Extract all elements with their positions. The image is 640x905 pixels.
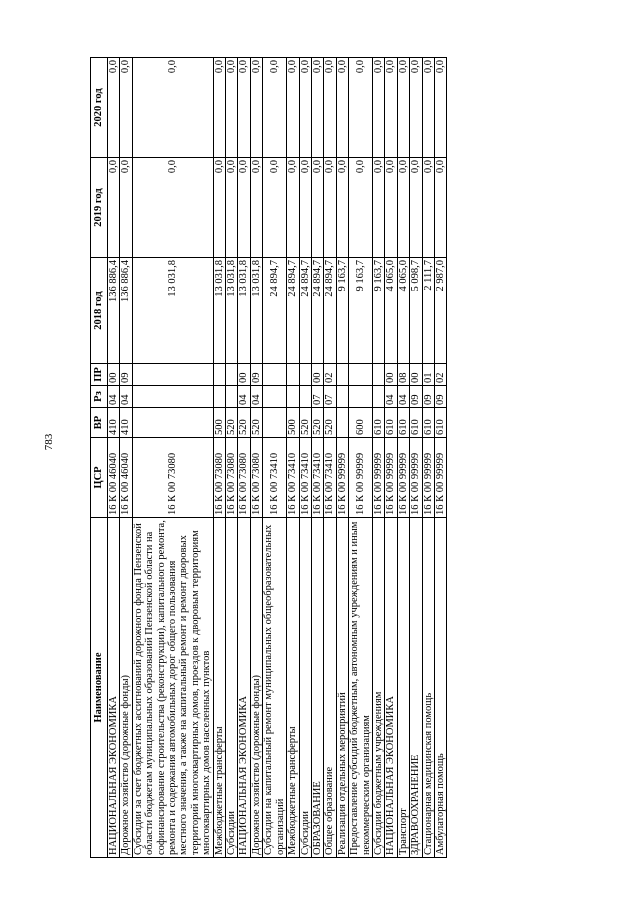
cell-csr: 16 К 00 73080 (250, 438, 262, 518)
cell-rz: 04 (385, 386, 397, 408)
cell-2020: 0,0 (434, 58, 446, 158)
cell-rz (372, 386, 384, 408)
cell-csr: 16 К 00 99999 (410, 438, 422, 518)
cell-rz: 04 (397, 386, 409, 408)
cell-2020: 0,0 (324, 58, 336, 158)
cell-vr: 610 (372, 408, 384, 438)
cell-csr: 16 К 00 73410 (299, 438, 311, 518)
cell-2019: 0,0 (108, 158, 120, 258)
cell-pr: 00 (385, 364, 397, 386)
cell-2019: 0,0 (132, 158, 213, 258)
cell-csr: 16 К 00 73410 (263, 438, 287, 518)
cell-2018: 2 111,7 (422, 258, 434, 364)
cell-csr: 16 К 00 99999 (336, 438, 348, 518)
cell-2019: 0,0 (250, 158, 262, 258)
cell-rz (213, 386, 225, 408)
cell-2019: 0,0 (349, 158, 373, 258)
cell-vr: 520 (311, 408, 323, 438)
cell-rz: 04 (108, 386, 120, 408)
cell-2020: 0,0 (372, 58, 384, 158)
table-row (250, 58, 262, 858)
cell-csr: 16 К 00 73410 (287, 438, 299, 518)
table-row (349, 58, 373, 858)
table-row (287, 58, 299, 858)
cell-vr: 610 (434, 408, 446, 438)
cell-2020: 0,0 (132, 58, 213, 158)
cell-name: Межбюджетные трансферты (287, 518, 299, 858)
header-row (91, 58, 108, 858)
table-row (299, 58, 311, 858)
cell-2018: 24 894,7 (287, 258, 299, 364)
table-row (132, 58, 213, 858)
cell-csr: 16 К 00 73080 (238, 438, 250, 518)
cell-name: НАЦИОНАЛЬНАЯ ЭКОНОМИКА (108, 518, 120, 858)
cell-csr: 16 К 00 46040 (108, 438, 120, 518)
table-row (324, 58, 336, 858)
cell-pr (132, 364, 213, 386)
cell-pr: 00 (311, 364, 323, 386)
table-row (336, 58, 348, 858)
cell-name: ЗДРАВООХРАНЕНИЕ (410, 518, 422, 858)
cell-pr: 01 (422, 364, 434, 386)
header-vr: ВР (91, 408, 108, 438)
cell-vr: 520 (226, 408, 238, 438)
cell-name: Предоставление субсидий бюджетным, автономным учреждениям и иным некоммерческим организациям (349, 518, 373, 858)
cell-rz (287, 386, 299, 408)
cell-2018: 136 886,4 (120, 258, 132, 364)
cell-vr: 610 (410, 408, 422, 438)
cell-rz: 07 (324, 386, 336, 408)
cell-2019: 0,0 (311, 158, 323, 258)
cell-csr: 16 К 00 99999 (434, 438, 446, 518)
cell-pr: 08 (397, 364, 409, 386)
cell-2018: 2 987,0 (434, 258, 446, 364)
cell-2018: 24 894,7 (324, 258, 336, 364)
cell-csr: 16 К 00 73080 (132, 438, 213, 518)
cell-name: Дорожное хозяйство (дорожные фонды) (250, 518, 262, 858)
cell-vr: 520 (299, 408, 311, 438)
cell-vr: 610 (397, 408, 409, 438)
cell-csr: 16 К 00 46040 (120, 438, 132, 518)
cell-pr (372, 364, 384, 386)
cell-pr (349, 364, 373, 386)
table-row (311, 58, 323, 858)
cell-2019: 0,0 (287, 158, 299, 258)
cell-2019: 0,0 (263, 158, 287, 258)
table-row (238, 58, 250, 858)
cell-2018: 9 163,7 (336, 258, 348, 364)
cell-vr: 520 (238, 408, 250, 438)
cell-2018: 13 031,8 (213, 258, 225, 364)
cell-rz (226, 386, 238, 408)
cell-rz: 04 (250, 386, 262, 408)
cell-2020: 0,0 (213, 58, 225, 158)
cell-vr: 410 (108, 408, 120, 438)
cell-2020: 0,0 (250, 58, 262, 158)
cell-vr: 600 (349, 408, 373, 438)
cell-vr: 610 (385, 408, 397, 438)
cell-vr: 410 (120, 408, 132, 438)
cell-vr: 520 (250, 408, 262, 438)
cell-name: Дорожное хозяйство (дорожные фонды) (120, 518, 132, 858)
cell-2018: 24 894,7 (263, 258, 287, 364)
cell-pr: 09 (120, 364, 132, 386)
rotated-table-container (90, 58, 447, 858)
cell-2019: 0,0 (299, 158, 311, 258)
cell-csr: 16 К 00 73080 (226, 438, 238, 518)
cell-2018: 13 031,8 (250, 258, 262, 364)
table-row (410, 58, 422, 858)
cell-2019: 0,0 (213, 158, 225, 258)
cell-name: НАЦИОНАЛЬНАЯ ЭКОНОМИКА (238, 518, 250, 858)
table-row (120, 58, 132, 858)
header-name: Наименование (91, 518, 108, 858)
cell-2020: 0,0 (287, 58, 299, 158)
cell-csr: 16 К 00 73410 (311, 438, 323, 518)
cell-2019: 0,0 (238, 158, 250, 258)
cell-csr: 16 К 00 99999 (422, 438, 434, 518)
cell-name: Субсидии (299, 518, 311, 858)
cell-2018: 9 163,7 (349, 258, 373, 364)
cell-pr: 00 (410, 364, 422, 386)
cell-vr: 500 (213, 408, 225, 438)
cell-csr: 16 К 00 99999 (372, 438, 384, 518)
cell-2019: 0,0 (385, 158, 397, 258)
cell-2020: 0,0 (410, 58, 422, 158)
header-2020: 2020 год (91, 58, 108, 158)
cell-vr: 610 (422, 408, 434, 438)
cell-rz (132, 386, 213, 408)
cell-2018: 4 065,0 (397, 258, 409, 364)
cell-name: Реализация отдельных мероприятий (336, 518, 348, 858)
cell-2020: 0,0 (238, 58, 250, 158)
cell-2019: 0,0 (336, 158, 348, 258)
cell-pr (299, 364, 311, 386)
header-pr: ПР (91, 364, 108, 386)
table-row (397, 58, 409, 858)
cell-2018: 5 098,7 (410, 258, 422, 364)
table-row (108, 58, 120, 858)
cell-vr (132, 408, 213, 438)
cell-2018: 13 031,8 (132, 258, 213, 364)
cell-2020: 0,0 (385, 58, 397, 158)
table-row (434, 58, 446, 858)
cell-2018: 13 031,8 (226, 258, 238, 364)
cell-2020: 0,0 (299, 58, 311, 158)
cell-2019: 0,0 (226, 158, 238, 258)
cell-pr (336, 364, 348, 386)
cell-2018: 4 065,0 (385, 258, 397, 364)
cell-csr: 16 К 00 99999 (349, 438, 373, 518)
cell-pr: 02 (434, 364, 446, 386)
cell-2020: 0,0 (108, 58, 120, 158)
cell-2020: 0,0 (349, 58, 373, 158)
table-row (213, 58, 225, 858)
cell-name: Амбулаторная помощь (434, 518, 446, 858)
header-csr: ЦСР (91, 438, 108, 518)
cell-pr: 09 (250, 364, 262, 386)
cell-rz: 09 (422, 386, 434, 408)
cell-csr: 16 К 00 99999 (397, 438, 409, 518)
cell-2018: 24 894,7 (311, 258, 323, 364)
cell-vr (263, 408, 287, 438)
cell-2019: 0,0 (324, 158, 336, 258)
cell-name: Транспорт (397, 518, 409, 858)
cell-2020: 0,0 (336, 58, 348, 158)
cell-2019: 0,0 (397, 158, 409, 258)
cell-rz: 07 (311, 386, 323, 408)
cell-name: Межбюджетные трансферты (213, 518, 225, 858)
table-row (385, 58, 397, 858)
cell-rz (349, 386, 373, 408)
cell-2019: 0,0 (410, 158, 422, 258)
cell-csr: 16 К 00 99999 (385, 438, 397, 518)
cell-vr: 520 (324, 408, 336, 438)
cell-rz: 04 (120, 386, 132, 408)
cell-pr: 00 (238, 364, 250, 386)
cell-name: Субсидии бюджетным учреждениям (372, 518, 384, 858)
cell-rz (336, 386, 348, 408)
cell-rz: 09 (410, 386, 422, 408)
cell-csr: 16 К 00 73410 (324, 438, 336, 518)
table-row (226, 58, 238, 858)
table-row (263, 58, 287, 858)
cell-2020: 0,0 (226, 58, 238, 158)
cell-rz (299, 386, 311, 408)
cell-name: Субсидии за счет бюджетных ассигнований дорожного фонда Пензенской области бюджетам муниципальных образований Пензенской области на софинансирование строительства (реконструкции), капитального ремонта, ремонта и содержания автомобильных дорог общего пользования местного значения, а также на капитальный ремонт и ремонт дворовых территорий многоквартирных домов, проездов к дворовым территориям многоквартирных домов населенных пунктов (132, 518, 213, 858)
cell-2019: 0,0 (120, 158, 132, 258)
table-body (108, 58, 447, 858)
cell-pr (213, 364, 225, 386)
table-row (422, 58, 434, 858)
cell-2020: 0,0 (422, 58, 434, 158)
cell-2018: 136 886,4 (108, 258, 120, 364)
page-number: 783 (43, 433, 55, 451)
cell-rz: 04 (238, 386, 250, 408)
cell-pr: 02 (324, 364, 336, 386)
cell-vr (336, 408, 348, 438)
header-rz: Рз (91, 386, 108, 408)
budget-table (90, 57, 447, 858)
cell-2018: 13 031,8 (238, 258, 250, 364)
cell-2020: 0,0 (311, 58, 323, 158)
cell-pr (287, 364, 299, 386)
cell-rz (263, 386, 287, 408)
cell-2018: 9 163,7 (372, 258, 384, 364)
cell-pr (226, 364, 238, 386)
cell-2020: 0,0 (120, 58, 132, 158)
cell-rz: 09 (434, 386, 446, 408)
cell-name: НАЦИОНАЛЬНАЯ ЭКОНОМИКА (385, 518, 397, 858)
table-row (372, 58, 384, 858)
cell-csr: 16 К 00 73080 (213, 438, 225, 518)
cell-2019: 0,0 (422, 158, 434, 258)
cell-pr (263, 364, 287, 386)
table-header (91, 58, 108, 858)
cell-name: Стационарная медицинская помощь (422, 518, 434, 858)
cell-2020: 0,0 (397, 58, 409, 158)
cell-name: ОБРАЗОВАНИЕ (311, 518, 323, 858)
cell-2020: 0,0 (263, 58, 287, 158)
header-2019: 2019 год (91, 158, 108, 258)
cell-name: Субсидии на капитальный ремонт муниципальных общеобразовательных организаций (263, 518, 287, 858)
cell-vr: 500 (287, 408, 299, 438)
cell-name: Субсидии (226, 518, 238, 858)
cell-name: Общее образование (324, 518, 336, 858)
cell-2018: 24 894,7 (299, 258, 311, 364)
cell-pr: 00 (108, 364, 120, 386)
cell-2019: 0,0 (434, 158, 446, 258)
header-2018: 2018 год (91, 258, 108, 364)
cell-2019: 0,0 (372, 158, 384, 258)
